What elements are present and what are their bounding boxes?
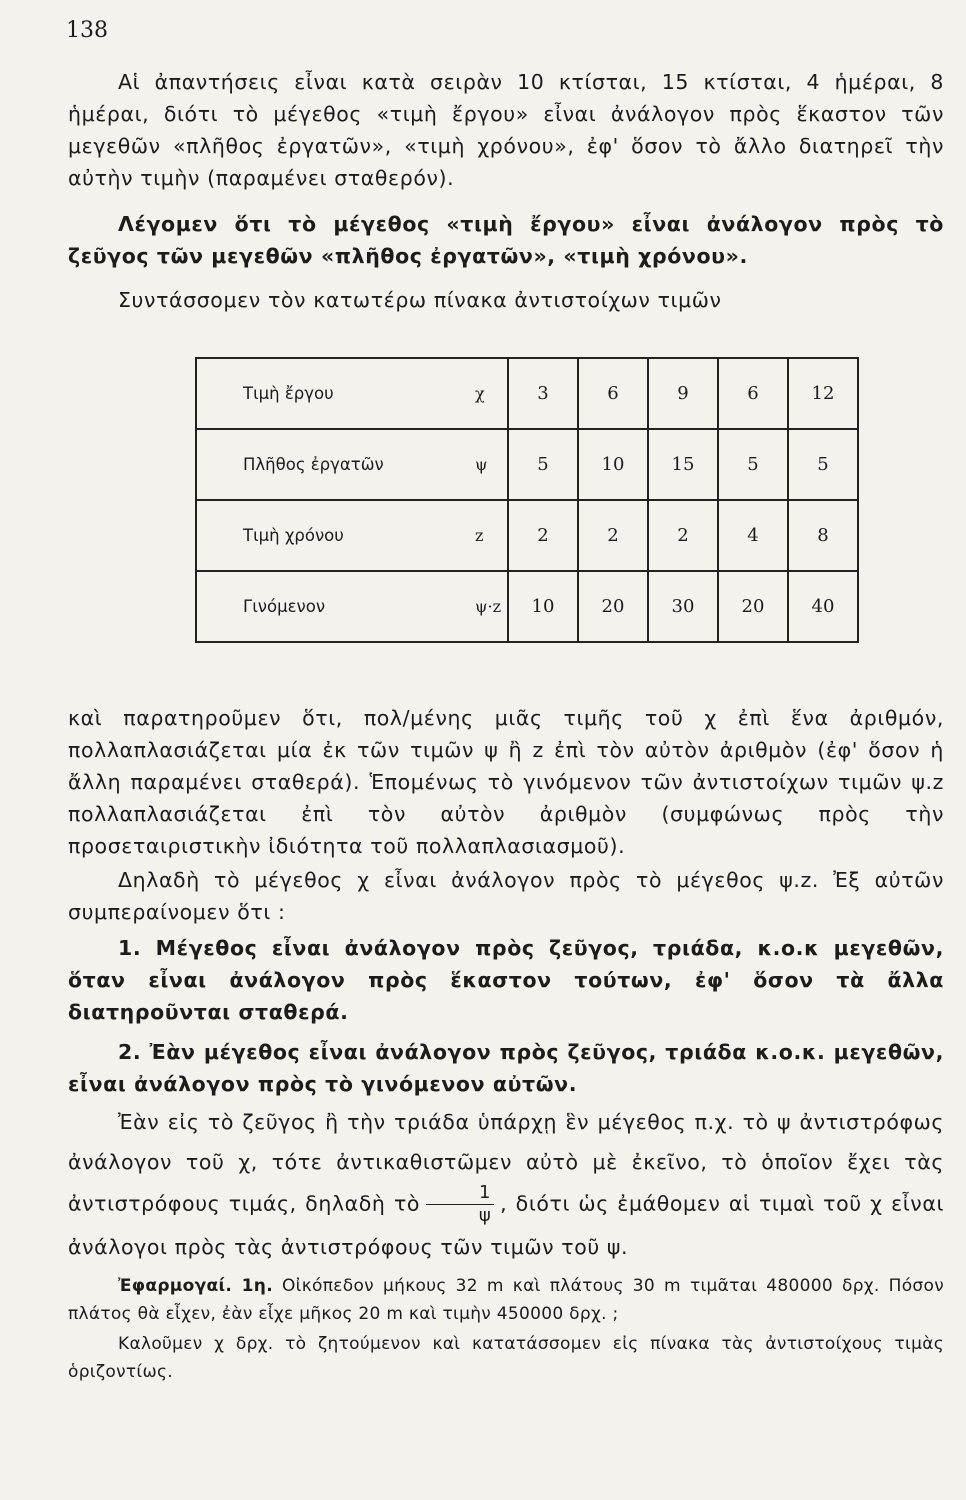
table-cell: 2 xyxy=(578,500,648,571)
table-cell: 4 xyxy=(718,500,788,571)
observation-paragraph: καὶ παρατηροῦμεν ὅτι, πολ/μένης μιᾶς τιμῆς τοῦ χ ἐπὶ ἕνα ἀριθμόν, πολλαπλασιάζεται μία ἐκ τῶν τιμῶν ψ ἢ z ἐπὶ τὸν αὐτὸν ἀριθμὸν (ἐφ' ὅσον ἡ ἄλλη παραμένει σταθερά). Ἑπομένως τὸ γινόμενον τῶν ἀντιστοίχων τιμῶν ψ.z πολλαπλασιάζεται ἐπὶ τὸν αὐτὸν ἀριθμὸν (συμφώνως πρὸς τὴν προσεταιριστικὴν ἰδιότητα τοῦ πολλαπλασιασμοῦ). xyxy=(68,706,944,858)
fraction-denominator: ψ xyxy=(478,1205,492,1226)
application-label: Ἐφαρμογαί. 1η. xyxy=(118,1276,273,1296)
fraction-numerator: 1 xyxy=(426,1182,494,1205)
row-label: Τιμὴ ἔργου xyxy=(196,358,475,429)
row-variable: ψ·z xyxy=(475,571,508,642)
inverse-text-end: , διότι ὡς ἐμάθομεν αἱ τιμαὶ τοῦ χ εἶναι ἀνάλογοι πρὸς τὰς ἀντιστρόφους τῶν τιμῶν τοῦ ψ. xyxy=(68,1191,944,1259)
table-cell: 10 xyxy=(508,571,578,642)
row-label: Πλῆθος ἐργατῶν xyxy=(196,429,475,500)
table-intro: Συντάσσομεν τὸν κατωτέρω πίνακα ἀντιστοίχων τιμῶν xyxy=(118,288,722,312)
definition-paragraph: Λέγομεν ὅτι τὸ μέγεθος «τιμὴ ἔργου» εἶναι ἀνάλογον πρὸς τὸ ζεῦγος τῶν μεγεθῶν «πλῆθος ἐργατῶν», «τιμὴ χρόνου». xyxy=(68,212,944,268)
table-row xyxy=(196,500,858,571)
conclusion-paragraph: Δηλαδὴ τὸ μέγεθος χ εἶναι ἀνάλογον πρὸς τὸ μέγεθος ψ.z. Ἐξ αὐτῶν συμπεραίνομεν ὅτι : xyxy=(68,868,944,924)
values-table xyxy=(195,357,859,643)
row-variable: z xyxy=(475,500,508,571)
table-cell: 30 xyxy=(648,571,718,642)
table-cell: 20 xyxy=(718,571,788,642)
fraction-one-over-psi xyxy=(426,1182,494,1227)
row-variable: χ xyxy=(475,358,508,429)
table-cell: 5 xyxy=(788,429,858,500)
table-cell: 3 xyxy=(508,358,578,429)
table-row xyxy=(196,429,858,500)
row-label: Γινόμενον xyxy=(196,571,475,642)
inverse-text-start: Ἐὰν εἰς τὸ ζεῦγος ἢ τὴν τριάδα ὑπάρχῃ ἓν μέγεθος π.χ. τὸ ψ ἀντιστρόφως ἀνάλογον τοῦ χ, τότε ἀντικαθιστῶμεν αὐτὸ μὲ ἐκεῖνο, τὸ ὁποῖον ἔχει τὰς ἀντιστρόφους τιμάς, δηλαδὴ τὸ xyxy=(68,1110,944,1216)
table-cell: 5 xyxy=(718,429,788,500)
application-text: Οἰκόπεδον μήκους 32 m καὶ πλάτους 30 m τιμᾶται 480000 δρχ. Πόσον πλάτος θὰ εἶχεν, ἐὰν εἶχε μῆκος 20 m καὶ τιμὴν 450000 δρχ. ; xyxy=(68,1276,944,1324)
table-cell: 9 xyxy=(648,358,718,429)
rule-2: 2. Ἐὰν μέγεθος εἶναι ἀνάλογον πρὸς ζεῦγος, τριάδα κ.ο.κ. μεγεθῶν, εἶναι ἀνάλογον πρὸς τὸ γινόμενον αὐτῶν. xyxy=(68,1040,944,1096)
inverse-paragraph xyxy=(68,1102,944,1267)
table-cell: 6 xyxy=(578,358,648,429)
table-row xyxy=(196,571,858,642)
table-cell: 20 xyxy=(578,571,648,642)
table-cell: 10 xyxy=(578,429,648,500)
table-cell: 15 xyxy=(648,429,718,500)
application-followup: Καλοῦμεν χ δρχ. τὸ ζητούμενον καὶ κατατάσσομεν εἰς πίνακα τὰς ἀντιστοίχους τιμὰς ὁριζοντίως. xyxy=(68,1334,944,1382)
table-cell: 12 xyxy=(788,358,858,429)
table-cell: 5 xyxy=(508,429,578,500)
table-row xyxy=(196,358,858,429)
row-label: Τιμὴ χρόνου xyxy=(196,500,475,571)
page-number: 138 xyxy=(66,18,108,43)
intro-paragraph: Αἱ ἀπαντήσεις εἶναι κατὰ σειρὰν 10 κτίσται, 15 κτίσται, 4 ἡμέραι, 8 ἡμέραι, διότι τὸ μέγεθος «τιμὴ ἔργου» εἶναι ἀνάλογον πρὸς ἕκαστον τῶν μεγεθῶν «πλῆθος ἐργατῶν», «τιμὴ χρόνου», ἐφ' ὅσον τὸ ἄλλο διατηρεῖ τὴν αὐτὴν τιμὴν (παραμένει σταθερόν). xyxy=(68,70,944,190)
table-cell: 6 xyxy=(718,358,788,429)
table-cell: 2 xyxy=(508,500,578,571)
table-cell: 8 xyxy=(788,500,858,571)
rule-1: 1. Μέγεθος εἶναι ἀνάλογον πρὸς ζεῦγος, τριάδα, κ.ο.κ μεγεθῶν, ὅταν εἶναι ἀνάλογον πρὸς ἕκαστον τούτων, ἐφ' ὅσον τὰ ἄλλα διατηροῦνται σταθερά. xyxy=(68,936,944,1024)
table-cell: 40 xyxy=(788,571,858,642)
table-cell: 2 xyxy=(648,500,718,571)
row-variable: ψ xyxy=(475,429,508,500)
application-paragraph xyxy=(68,1272,944,1328)
